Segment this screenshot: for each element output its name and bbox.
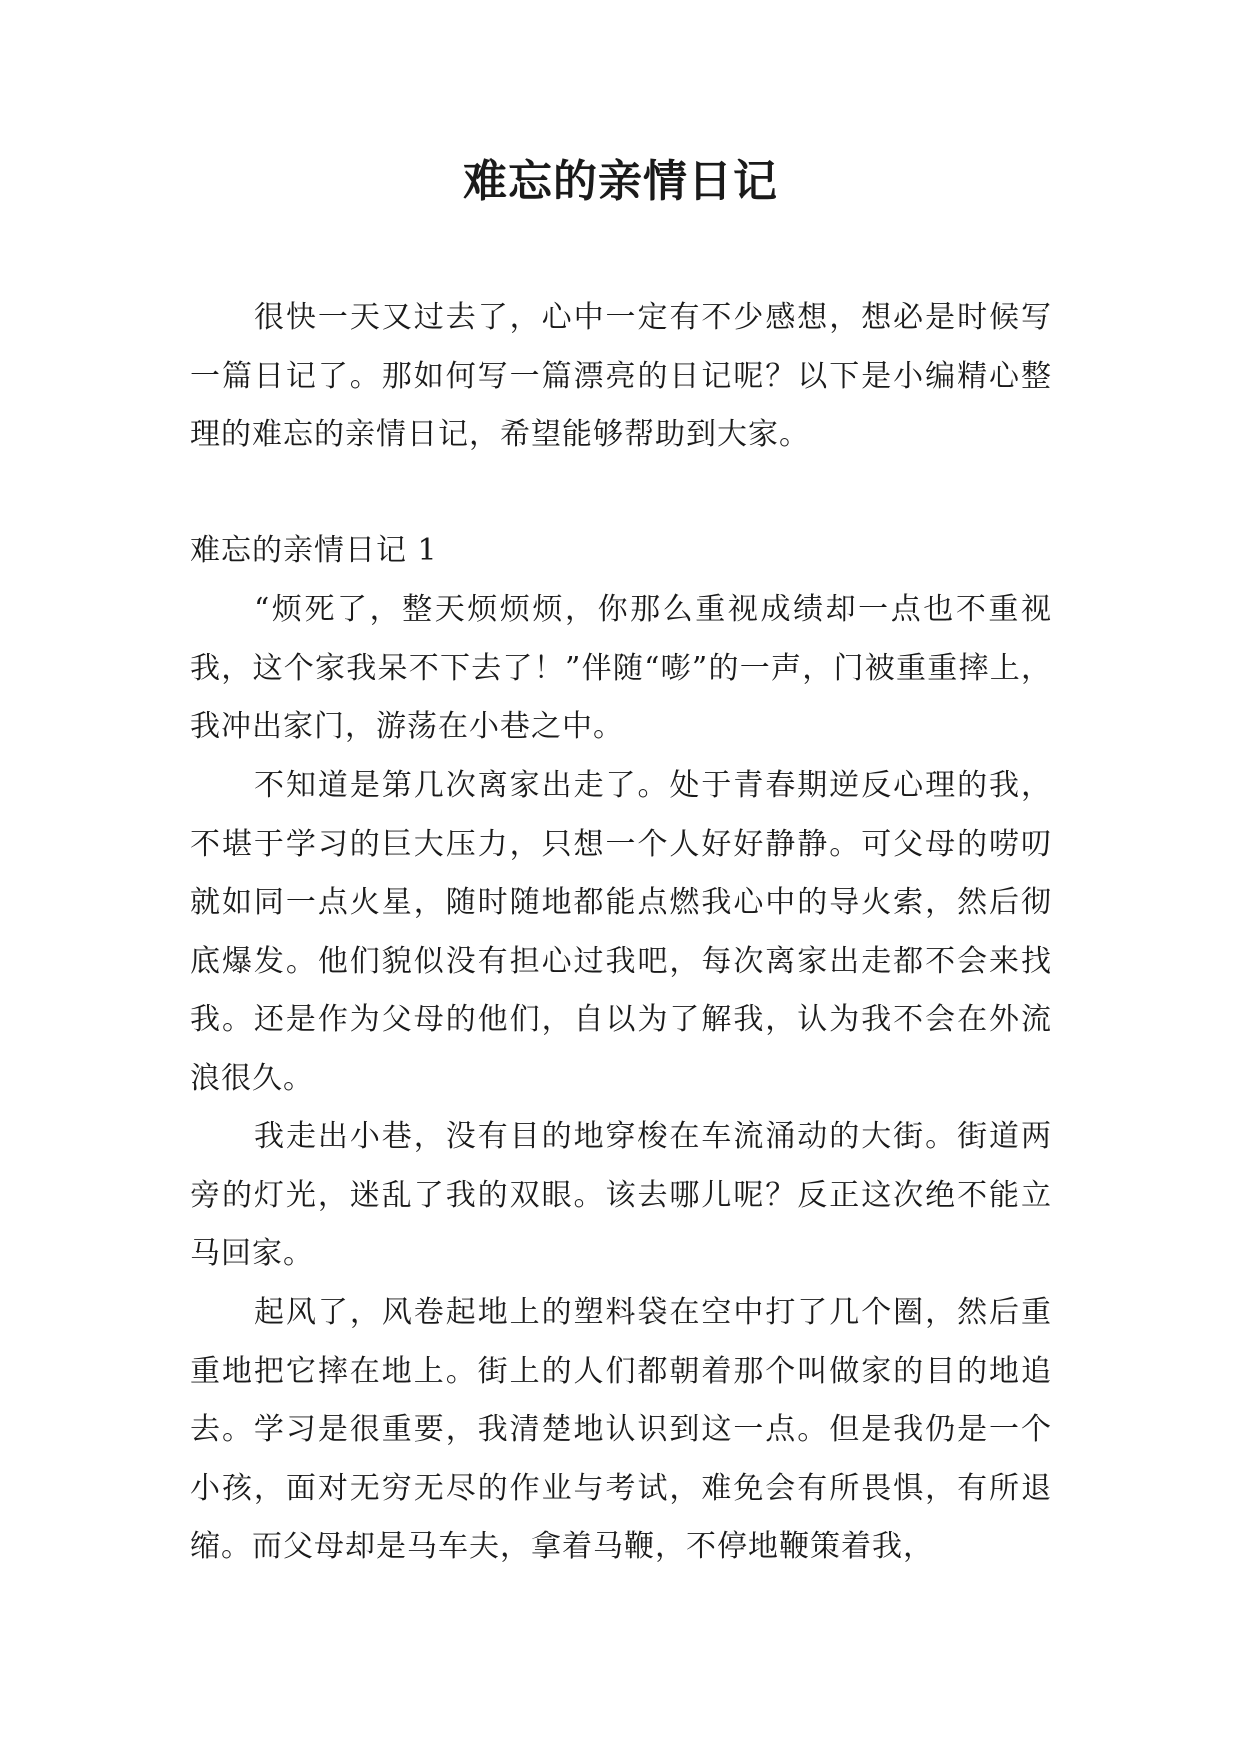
page-title: 难忘的亲情日记 [463, 156, 778, 207]
body-paragraph: 起风了，风卷起地上的塑料袋在空中打了几个圈，然后重重地把它摔在地上。街上的人们都朝着那个叫做家的目的地追去。学习是很重要，我清楚地认识到这一点。但是我仍是一个小孩，面对无穷无尽的作业与考试，难免会有所畏惧，有所退缩。而父母却是马车夫，拿着马鞭，不停地鞭策着我， [190, 1295, 1052, 1564]
body-paragraph: “烦死了，整天烦烦烦，你那么重视成绩却一点也不重视我，这个家我呆不下去了！”伴随“嘭”的一声，门被重重摔上，我冲出家门，游荡在小巷之中。 [190, 592, 1052, 744]
body-paragraph: 不知道是第几次离家出走了。处于青春期逆反心理的我，不堪于学习的巨大压力，只想一个人好好静静。可父母的唠叨就如同一点火星，随时随地都能点燃我心中的导火索，然后彻底爆发。他们貌似没有担心过我吧，每次离家出走都不会来找我。还是作为父母的他们，自以为了解我，认为我不会在外流浪很久。 [190, 768, 1052, 1096]
intro-paragraph: 很快一天又过去了，心中一定有不少感想，想必是时候写一篇日记了。那如何写一篇漂亮的日记呢？以下是小编精心整理的难忘的亲情日记，希望能够帮助到大家。 [190, 300, 1052, 452]
section-heading: 难忘的亲情日记 1 [190, 533, 438, 568]
body-paragraph: 我走出小巷，没有目的地穿梭在车流涌动的大街。街道两旁的灯光，迷乱了我的双眼。该去哪儿呢？反正这次绝不能立马回家。 [190, 1119, 1052, 1271]
